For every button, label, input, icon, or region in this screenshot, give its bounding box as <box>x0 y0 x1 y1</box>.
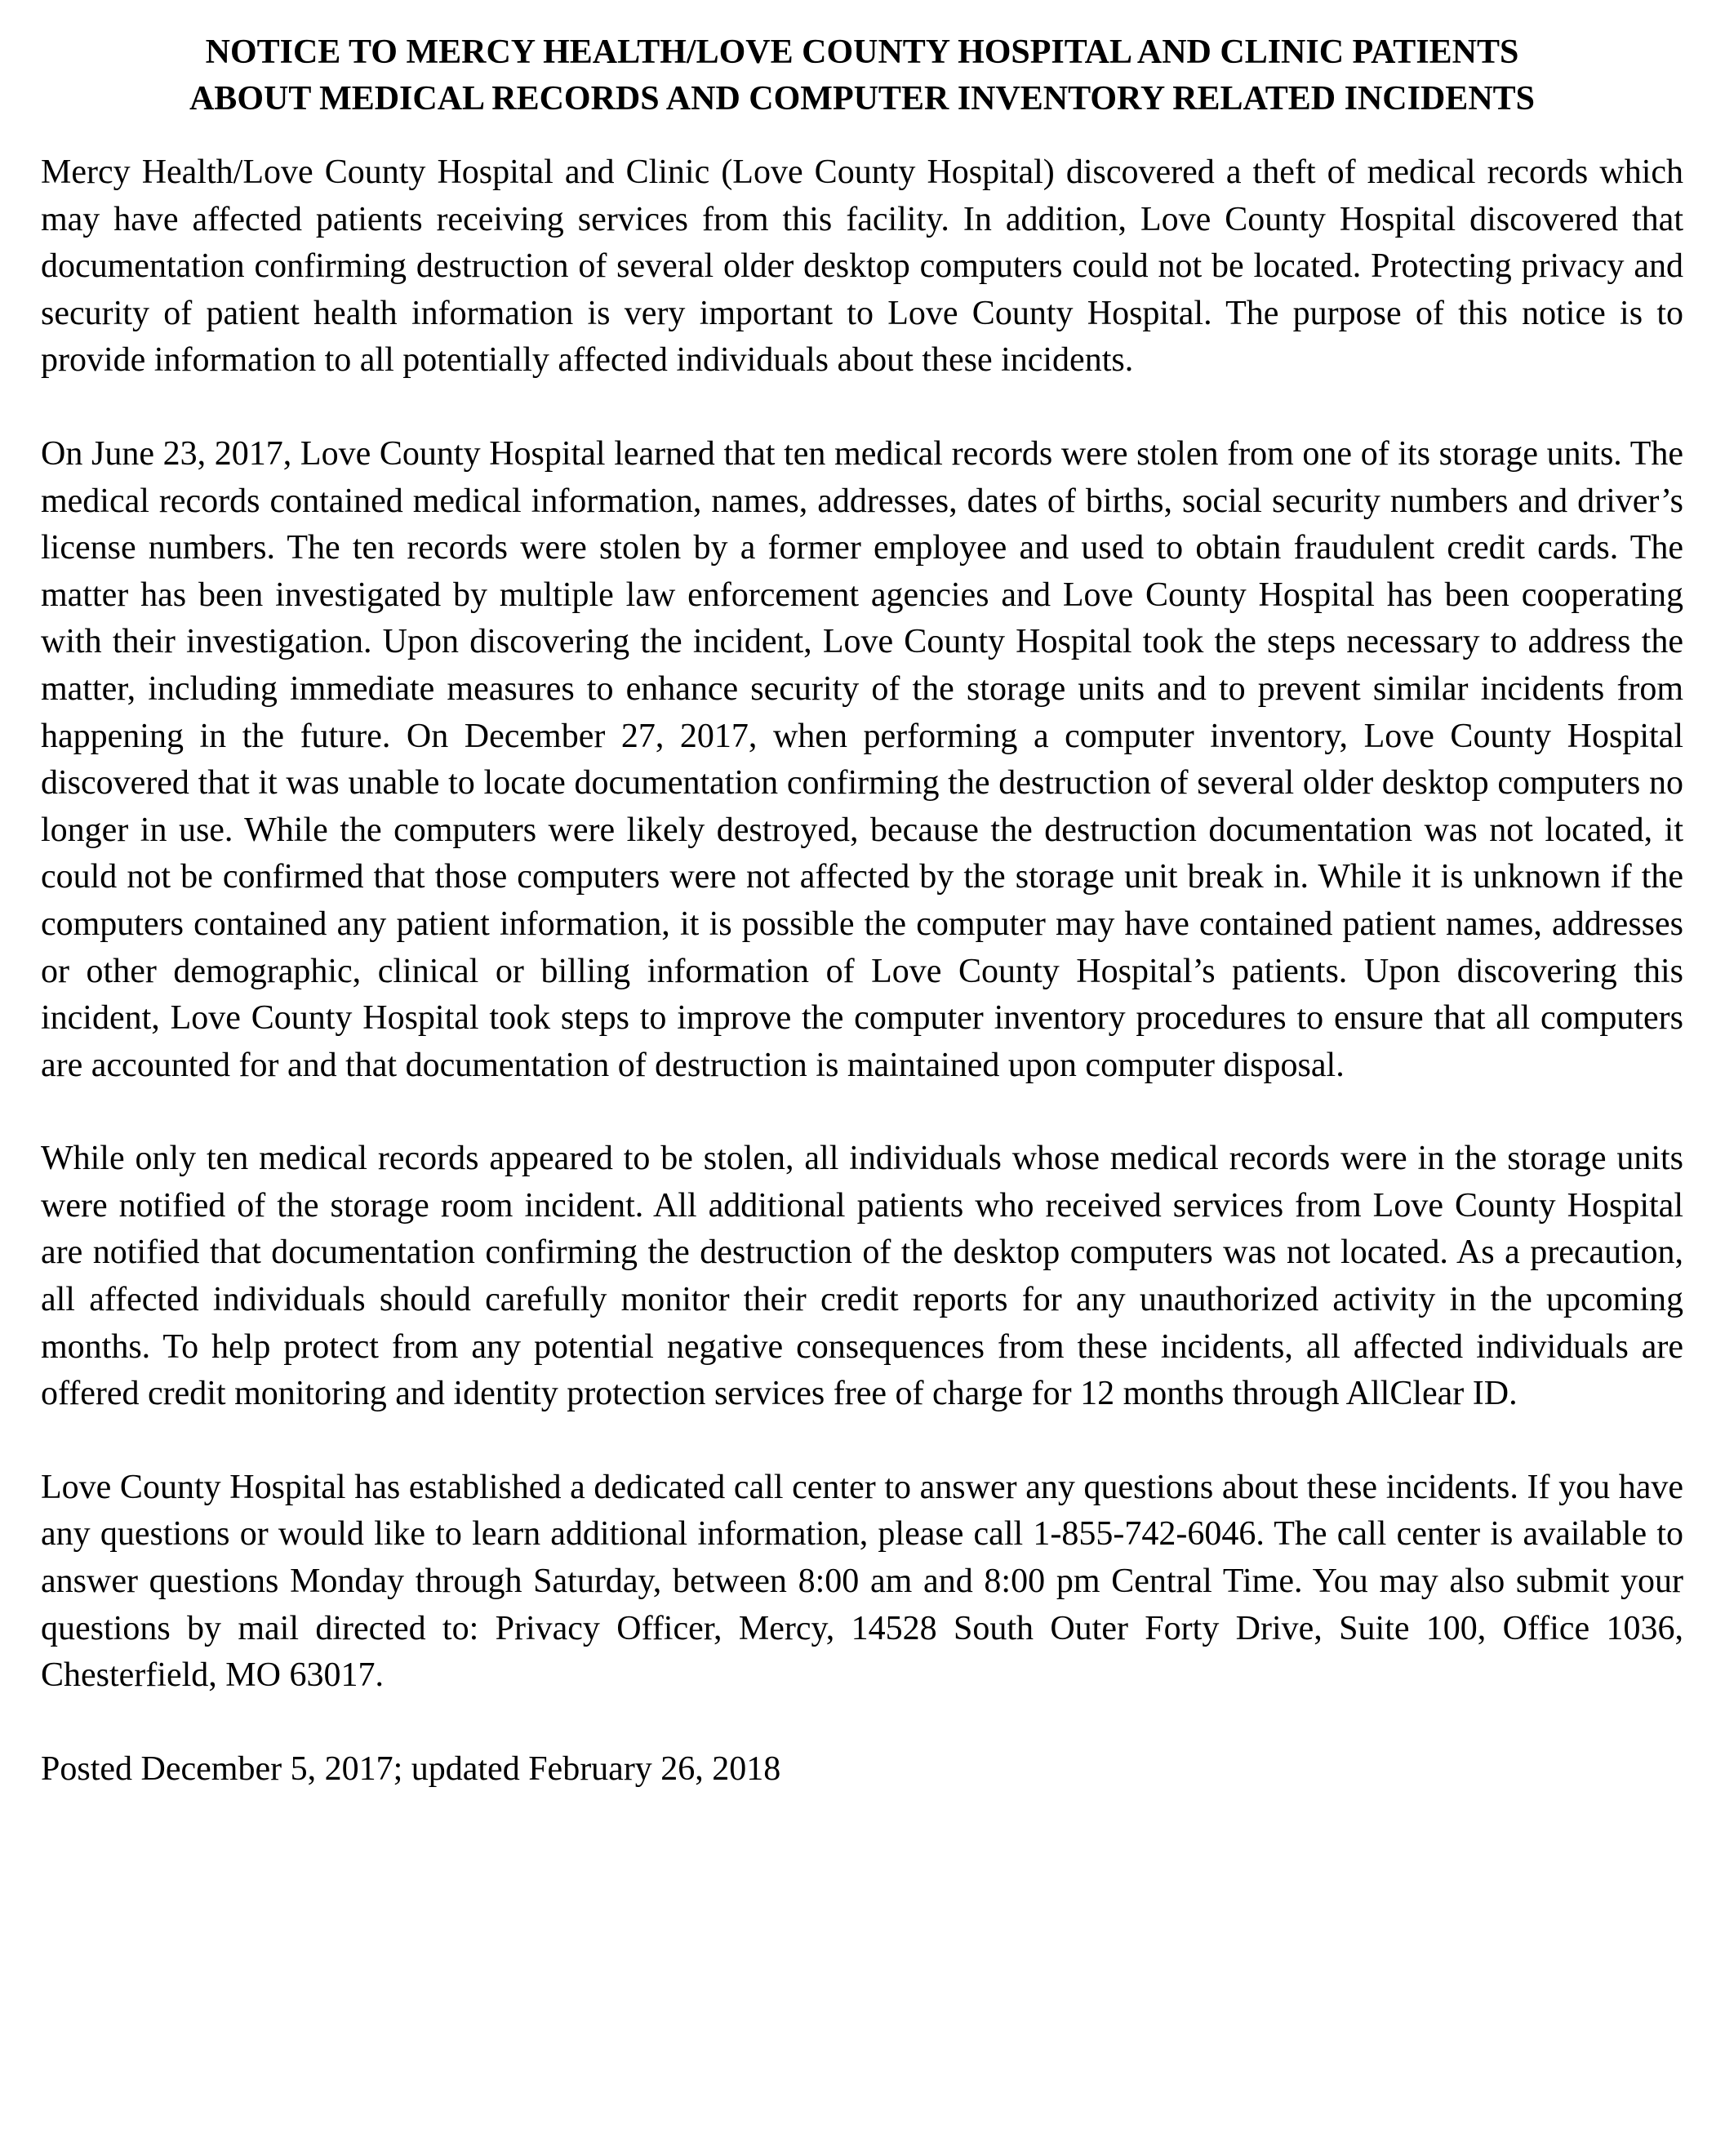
paragraph-notification-precautions: While only ten medical records appeared to be stolen, all individuals whose medical records were in the storage units were notified of the storage room incident. All additional patients who received services from Love County Hospital are notified that documentation confirming the destruction of the desktop computers was not located. As a precaution, all affected individuals should carefully monitor their credit reports for any unauthorized activity in the upcoming months. To help protect from any potential negative consequences from these incidents, all affected individuals are offered credit monitoring and identity protection services free of charge for 12 months through AllClear ID. <box>41 1140 1683 1413</box>
paragraph-incident-details: On June 23, 2017, Love County Hospital learned that ten medical records were stolen from one of its storage units. The medical records contained medical information, names, addresses, dates of births, social security numbers and driver’s license numbers. The ten records were stolen by a former employee and used to obtain fraudulent credit cards. The matter has been investigated by multiple law enforcement agencies and Love County Hospital has been cooperating with their investigation. Upon discovering the incident, Love County Hospital took the steps necessary to address the matter, including immediate measures to enhance security of the storage units and to prevent similar incidents from happening in the future. On December 27, 2017, when performing a computer inventory, Love County Hospital discovered that it was unable to locate documentation confirming the destruction of several older desktop computers no longer in use. While the computers were likely destroyed, because the destruction documentation was not located, it could not be confirmed that those computers were not affected by the storage unit break in. While it is unknown if the computers contained any patient information, it is possible the computer may have contained patient names, addresses or other demographic, clinical or billing information of Love County Hospital’s patients. Upon discovering this incident, Love County Hospital took steps to improve the computer inventory procedures to ensure that all computers are accounted for and that documentation of destruction is maintained upon computer disposal. <box>41 434 1683 1084</box>
paragraph-theft-overview: Mercy Health/Love County Hospital and Clinic (Love County Hospital) discovered a theft of medical records which may have affected patients receiving services from this facility. In addition, Love County Hospital discovered that documentation confirming destruction of several older desktop computers could not be located. Protecting privacy and security of patient health information is very important to Love County Hospital. The purpose of this notice is to provide information to all potentially affected individuals about these incidents. <box>41 153 1683 380</box>
notice-title-line-1: NOTICE TO MERCY HEALTH/LOVE COUNTY HOSPITAL AND CLINIC PATIENTS <box>205 33 1519 71</box>
notice-document <box>41 29 1683 1793</box>
paragraph-call-center-contact: Love County Hospital has established a dedicated call center to answer any questions about these incidents. If you have any questions or would like to learn additional information, please call 1-855-742-6046. The call center is available to answer questions Monday through Saturday, between 8:00 am and 8:00 pm Central Time. You may also submit your questions by mail directed to: Privacy Officer, Mercy, 14528 South Outer Forty Drive, Suite 100, Office 1036, Chesterfield, MO 63017. <box>41 1468 1683 1695</box>
notice-title <box>41 29 1683 122</box>
posted-date: Posted December 5, 2017; updated February 26, 2018 <box>41 1749 781 1788</box>
notice-title-line-2: ABOUT MEDICAL RECORDS AND COMPUTER INVENTORY RELATED INCIDENTS <box>189 80 1536 118</box>
